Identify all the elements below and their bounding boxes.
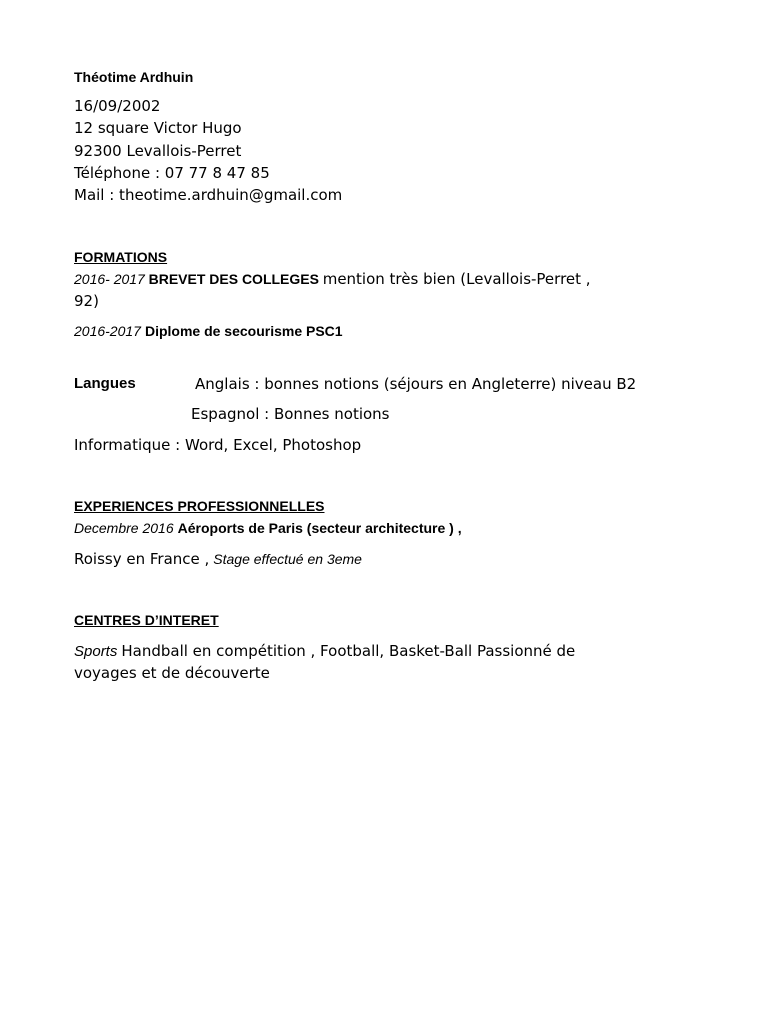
formation-detail: mention très bien (Levallois-Perret ,: [322, 270, 591, 288]
experience-company: Aéroports de Paris (secteur architecture ) ,: [177, 520, 462, 536]
candidate-name: Théotime Ardhuin: [74, 69, 194, 85]
interets-line: [74, 642, 575, 661]
formation-item: [74, 270, 591, 289]
interets-text: Handball en compétition , Football, Basket-Ball Passionné de: [121, 642, 576, 660]
address-city: 92300 Levallois-Perret: [74, 142, 242, 160]
experience-location-line: [74, 550, 362, 569]
experience-note: Stage effectué en 3eme: [213, 551, 362, 567]
informatique-line: Informatique : Word, Excel, Photoshop: [74, 436, 362, 454]
interets-text-continued: voyages et de découverte: [74, 664, 270, 682]
address-street: 12 square Victor Hugo: [74, 119, 242, 137]
formations-heading: FORMATIONS: [74, 249, 168, 265]
experiences-heading: EXPERIENCES PROFESSIONNELLES: [74, 498, 325, 514]
experience-item: [74, 520, 462, 538]
formation-date: 2016- 2017: [74, 271, 145, 287]
langue-item: Anglais : bonnes notions (séjours en Angleterre) niveau B2: [195, 375, 637, 393]
experience-date: Decembre 2016: [74, 520, 174, 536]
langue-item: Espagnol : Bonnes notions: [191, 405, 390, 423]
experience-location: Roissy en France ,: [74, 550, 210, 568]
langues-label: Langues: [74, 375, 136, 392]
interets-heading: CENTRES D’INTERET: [74, 612, 219, 628]
formation-date: 2016-2017: [74, 323, 141, 339]
formation-title: BREVET DES COLLEGES: [148, 271, 319, 287]
phone: Téléphone : 07 77 8 47 85: [74, 164, 270, 182]
formation-item: [74, 323, 343, 341]
mail: Mail : theotime.ardhuin@gmail.com: [74, 186, 343, 204]
formation-detail-continued: 92): [74, 292, 99, 310]
interets-label: Sports: [74, 643, 118, 660]
birthdate: 16/09/2002: [74, 97, 161, 115]
formation-title: Diplome de secourisme PSC1: [144, 323, 343, 339]
